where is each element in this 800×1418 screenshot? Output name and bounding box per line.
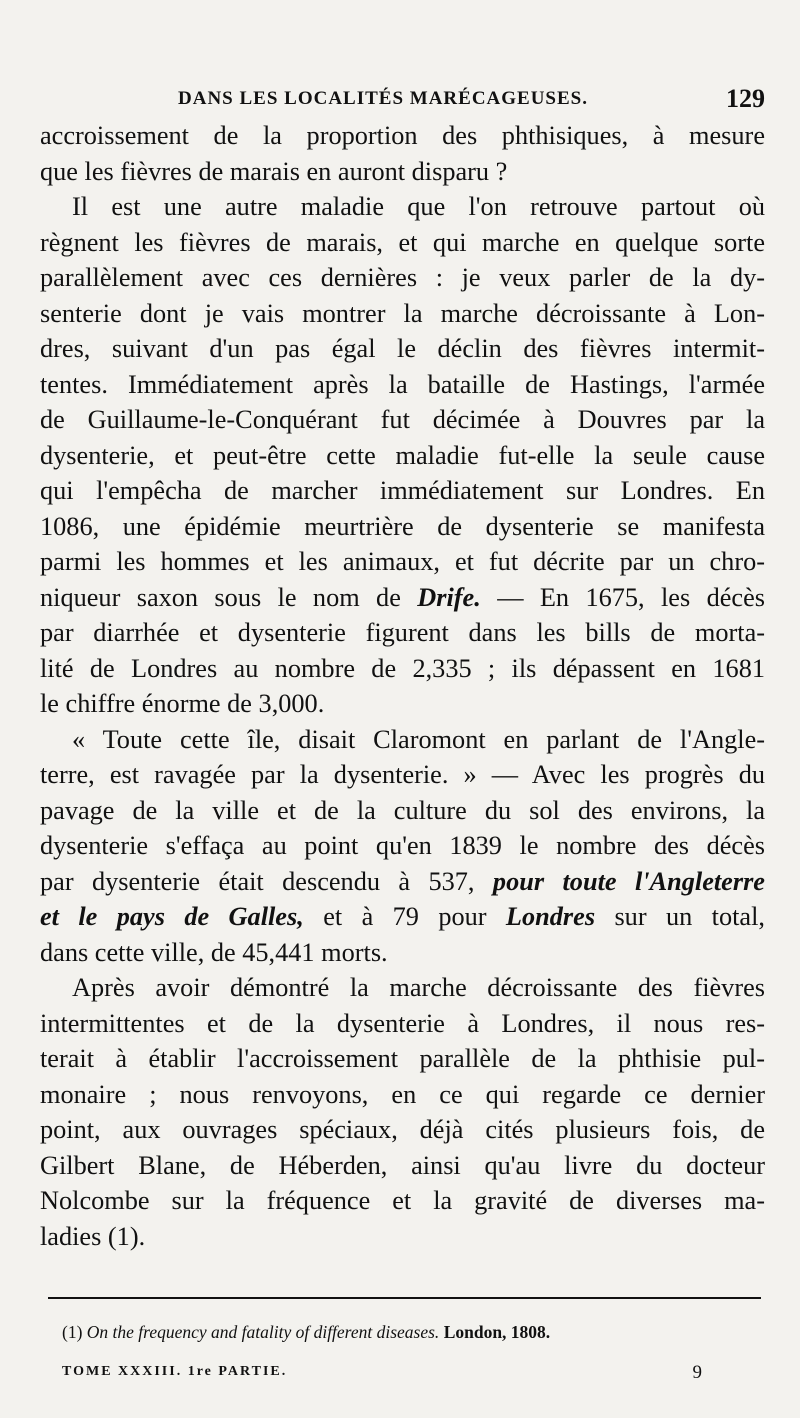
italic-term: Londres	[505, 902, 596, 931]
text-line	[40, 580, 765, 616]
page-header	[40, 84, 765, 118]
text-line: Il est une autre maladie que l'on retrouve partout où	[72, 192, 765, 221]
text-line: tentes. Immédiatement après la bataille de Hastings, l'armée	[40, 369, 765, 399]
text-segment: — En 1675, les décès	[480, 582, 765, 612]
text-line: dysenterie, et peut-être cette maladie fut-elle la seule cause	[40, 440, 765, 470]
text-line: « Toute cette île, disait Claromont en parlant de l'Angle-	[72, 724, 765, 754]
text-line: parallèlement avec ces dernières : je veux parler de la dy-	[40, 263, 765, 292]
text-line	[40, 899, 765, 935]
text-line: de Guillaume-le-Conquérant fut décimée à Douvres par la	[40, 405, 765, 434]
running-head: DANS LES LOCALITÉS MARÉCAGEUSES.	[178, 88, 588, 109]
footnote-marker: (1)	[62, 1322, 83, 1342]
text-line: dans cette ville, de 45,441 morts.	[40, 937, 388, 967]
signature-line	[62, 1362, 702, 1388]
italic-term: Drife.	[417, 582, 481, 612]
text-line: point, aux ouvrages spéciaux, déjà cités plusieurs fois, de	[40, 1115, 765, 1144]
text-line: qui l'empêcha de marcher immédiatement sur Londres. En	[40, 476, 765, 505]
page-number: 129	[726, 84, 765, 113]
signature-number: 9	[692, 1362, 702, 1383]
text-line	[40, 864, 765, 900]
footnote-tail: London, 1808.	[443, 1322, 551, 1342]
text-line: accroissement de la proportion des phthisiques, à mesure	[40, 121, 765, 150]
text-segment: et à 79 pour	[303, 902, 506, 931]
text-line: terait à établir l'accroissement parallèle de la phthisie pul-	[40, 1044, 765, 1073]
text-line: dres, suivant d'un pas égal le déclin des fièvres intermit-	[40, 334, 765, 363]
text-line: intermittentes et de la dysenterie à Londres, il nous res-	[40, 1008, 765, 1038]
body-text	[40, 118, 765, 1254]
footnote-title: On the frequency and fatality of different diseases.	[86, 1322, 440, 1342]
text-segment: sur un total,	[595, 902, 765, 931]
text-line: par diarrhée et dysenterie figurent dans les bills de morta-	[40, 618, 765, 647]
signature-text: TOME XXXIII. 1re PARTIE.	[62, 1364, 288, 1379]
footnote	[62, 1322, 762, 1343]
footnote-rule	[48, 1297, 761, 1299]
text-line: dysenterie s'effaça au point qu'en 1839 le nombre des décès	[40, 831, 765, 860]
text-line: lité de Londres au nombre de 2,335 ; ils dépassent en 1681	[40, 653, 765, 683]
text-line: Après avoir démontré la marche décroissante des fièvres	[72, 973, 765, 1002]
text-line: parmi les hommes et les animaux, et fut décrite par un chro-	[40, 547, 765, 576]
text-line: terre, est ravagée par la dysenterie. » — Avec les progrès du	[40, 760, 765, 789]
text-segment: niqueur saxon sous le nom de	[40, 582, 418, 612]
text-line: senterie dont je vais montrer la marche décroissante à Lon-	[40, 298, 765, 328]
text-line: que les fièvres de marais en auront disparu ?	[40, 156, 508, 186]
text-line: pavage de la ville et de la culture du sol des environs, la	[40, 795, 765, 825]
text-line: 1086, une épidémie meurtrière de dysenterie se manifesta	[40, 511, 765, 541]
text-segment: par dysenterie était descendu à 537,	[40, 866, 493, 896]
italic-term: pour toute l'Angleterre	[492, 866, 765, 896]
text-line: ladies (1).	[40, 1221, 146, 1251]
text-line: monaire ; nous renvoyons, en ce qui regarde ce dernier	[40, 1079, 765, 1109]
text-line: le chiffre énorme de 3,000.	[40, 689, 325, 718]
text-line: règnent les fièvres de marais, et qui marche en quelque sorte	[40, 227, 765, 257]
text-line: Nolcombe sur la fréquence et la gravité de diverses ma-	[40, 1186, 765, 1215]
italic-term: et le pays de Galles,	[40, 902, 304, 931]
text-line: Gilbert Blane, de Héberden, ainsi qu'au livre du docteur	[40, 1150, 765, 1180]
